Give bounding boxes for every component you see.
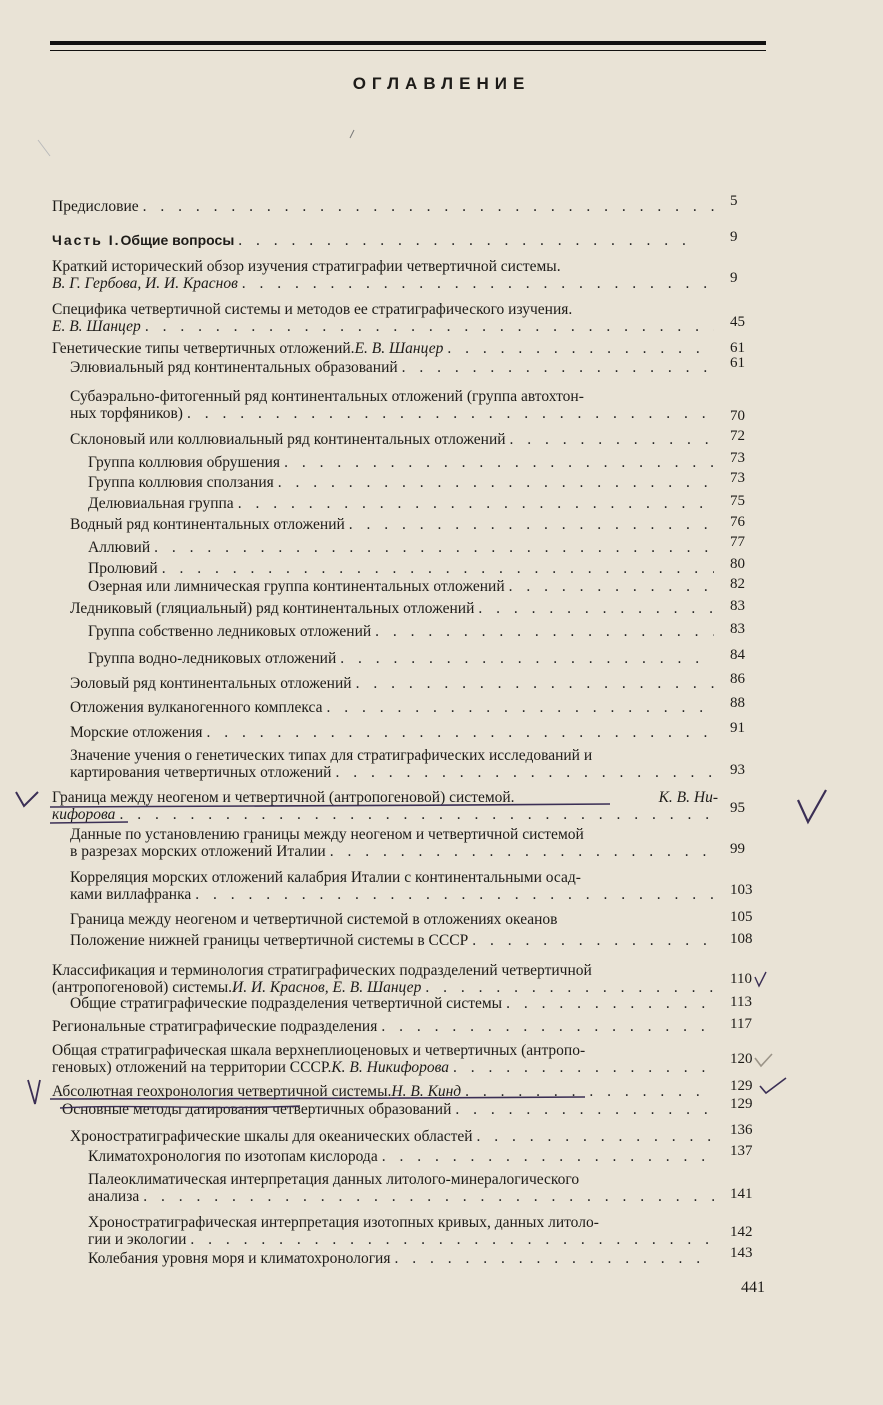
toc-entry-line xyxy=(70,843,718,860)
toc-entry-text: Группа коллювия сползания xyxy=(88,474,274,491)
page-title: ОГЛАВЛЕНИЕ xyxy=(352,74,531,93)
toc-entry-line xyxy=(70,516,718,533)
toc-entry-text: Субаэрально-фитогенный ряд континентальных отложений (группа автохтон- xyxy=(70,388,584,405)
toc-entry-author: кифорова xyxy=(52,806,116,823)
toc-entry xyxy=(88,1148,718,1165)
toc-entry-text: Общие вопросы xyxy=(120,232,235,248)
toc-entry-line xyxy=(52,232,690,249)
toc-entry xyxy=(88,1250,718,1267)
toc-page-number: 91 xyxy=(730,720,745,736)
toc-entry-line xyxy=(70,869,718,886)
folio-page-number: 441 xyxy=(741,1279,765,1296)
dot-leader xyxy=(278,474,714,491)
toc-entry-text: Аллювий xyxy=(88,539,151,556)
checkmark-right-icon xyxy=(798,790,826,822)
dot-leader xyxy=(356,675,714,692)
toc-page-number: 77 xyxy=(730,534,745,550)
dot-leader xyxy=(375,623,714,640)
toc-entry xyxy=(70,911,718,928)
dot-leader xyxy=(349,516,714,533)
toc-page-number: 137 xyxy=(730,1143,753,1159)
toc-entry-text: Водный ряд континентальных отложений xyxy=(70,516,345,533)
toc-entry xyxy=(70,826,718,860)
toc-page-number: 117 xyxy=(730,1016,752,1032)
toc-entry xyxy=(88,1171,718,1205)
dot-leader xyxy=(238,232,686,249)
dot-leader xyxy=(402,359,714,376)
toc-entry-line xyxy=(88,1231,718,1248)
toc-entry-text: Данные по установлению границы между неогеном и четвертичной системой xyxy=(70,826,584,843)
toc-entry-line xyxy=(52,275,718,292)
toc-entry-text: Абсолютная геохронология четвертичной системы. xyxy=(52,1083,392,1100)
toc-entry-author: Е. В. Шанцер xyxy=(52,318,141,335)
toc-entry-text: Группа водно-ледниковых отложений xyxy=(88,650,337,667)
toc-entry-text: Палеоклиматическая интерпретация данных литолого-минералогического xyxy=(88,1171,580,1188)
toc-entry xyxy=(52,962,718,996)
toc-entry xyxy=(88,560,718,577)
toc-entry xyxy=(88,650,718,667)
toc-entry-line xyxy=(52,979,718,996)
toc-entry-text: Предисловие xyxy=(52,198,139,215)
toc-entry-line xyxy=(70,747,718,764)
toc-entry-text: Общая стратиграфическая шкала верхнеплиоценовых и четвертичных (антропо- xyxy=(52,1042,586,1059)
toc-entry-author: И. И. Краснов, Е. В. Шанцер xyxy=(232,979,422,996)
dot-leader xyxy=(335,764,714,781)
toc-entry-line xyxy=(52,1059,718,1076)
toc-page-number: 75 xyxy=(730,493,745,509)
toc-entry xyxy=(52,198,718,215)
toc-page-number: 143 xyxy=(730,1245,753,1261)
toc-entry-text: гии и экологии xyxy=(88,1231,187,1248)
toc-entry-text: Хроностратиграфические шкалы для океанических областей xyxy=(70,1128,473,1145)
toc-page-number: 103 xyxy=(730,882,753,898)
toc-entry-line xyxy=(70,699,718,716)
dot-leader xyxy=(154,539,714,556)
toc-entry-line xyxy=(52,1083,718,1100)
toc-page-number: 61 xyxy=(730,340,745,356)
toc-entry-line xyxy=(70,600,718,617)
toc-entry xyxy=(70,699,718,716)
toc-entry xyxy=(88,539,718,556)
dot-leader xyxy=(119,806,714,823)
toc-entry-line xyxy=(70,431,718,448)
toc-entry-text: Эоловый ряд континентальных отложений xyxy=(70,675,352,692)
toc-entry-line xyxy=(70,995,718,1012)
dot-leader xyxy=(207,724,715,741)
toc-entry-line xyxy=(52,198,718,215)
toc-entry xyxy=(88,1214,718,1248)
dot-leader xyxy=(238,495,714,512)
toc-entry-line xyxy=(52,789,718,806)
toc-entry-text: ками виллафранка xyxy=(70,886,192,903)
toc-entry-line xyxy=(70,675,718,692)
toc-entry xyxy=(52,789,718,823)
toc-entry-line xyxy=(62,1101,718,1118)
toc-page-number: 9 xyxy=(730,270,738,286)
toc-page-number: 99 xyxy=(730,841,745,857)
toc-entry-line xyxy=(88,1171,718,1188)
toc-entry xyxy=(88,623,718,640)
toc-entry xyxy=(70,932,718,949)
toc-entry xyxy=(70,1128,718,1145)
toc-entry-text: ных торфяников) xyxy=(70,405,183,422)
toc-entry xyxy=(70,995,718,1012)
dot-leader xyxy=(190,1231,714,1248)
toc-entry-text: Климатохронология по изотопам кислорода xyxy=(88,1148,378,1165)
toc-entry xyxy=(70,359,718,376)
toc-entry-line xyxy=(88,1214,718,1231)
header-rule-thick xyxy=(50,41,766,45)
toc-entry-line xyxy=(70,405,718,422)
toc-page-number: 86 xyxy=(730,671,745,687)
dot-leader xyxy=(143,198,714,215)
toc-entry xyxy=(52,1018,718,1035)
dot-leader xyxy=(447,340,714,357)
toc-entry-text: Отложения вулканогенного комплекса xyxy=(70,699,323,716)
toc-entry xyxy=(70,388,718,422)
toc-entry-author: К. В. Ни- xyxy=(658,789,718,806)
toc-entry xyxy=(52,301,718,335)
toc-entry-line xyxy=(52,301,718,318)
dot-leader xyxy=(162,560,714,577)
toc-page-number: 110 xyxy=(730,971,752,987)
toc-entry-text: картирования четвертичных отложений xyxy=(70,764,332,781)
toc-page-number: 113 xyxy=(730,994,752,1010)
toc-entry-text: Значение учения о генетических типах для стратиграфических исследований и xyxy=(70,747,593,764)
toc-entry xyxy=(88,454,718,471)
toc-entry xyxy=(52,1083,718,1100)
toc-entry-text: анализа xyxy=(88,1188,140,1205)
toc-entry xyxy=(70,869,718,903)
toc-page-number: 5 xyxy=(730,193,738,209)
dot-leader xyxy=(472,932,714,949)
toc-entry-text: Элювиальный ряд континентальных образований xyxy=(70,359,398,376)
toc-page-number: 73 xyxy=(730,450,745,466)
toc-page-number: 142 xyxy=(730,1224,753,1240)
toc-entry-text: Граница между неогеном и четвертичной системой в отложениях океанов xyxy=(70,911,558,928)
toc-entry-line xyxy=(70,886,718,903)
dot-leader xyxy=(506,995,714,1012)
toc-entry-author: В. Г. Гербова, И. И. Краснов xyxy=(52,275,238,292)
toc-entry-text: (антропогеновой) системы. xyxy=(52,979,233,996)
toc-entry-text: геновых) отложений на территории СССР. xyxy=(52,1059,332,1076)
toc-page-number: 129 xyxy=(730,1078,753,1094)
dot-leader xyxy=(382,1148,714,1165)
toc-entry-text: Пролювий xyxy=(88,560,158,577)
toc-page-number: 136 xyxy=(730,1122,753,1138)
toc-page-number: 88 xyxy=(730,695,745,711)
part-label: Часть I. xyxy=(52,232,121,248)
toc-entry-line xyxy=(88,1250,718,1267)
toc-entry-line xyxy=(70,724,718,741)
toc-entry-line xyxy=(88,1148,718,1165)
toc-entry-text: Хроностратиграфическая интерпретация изотопных кривых, данных литоло- xyxy=(88,1214,599,1231)
dot-leader xyxy=(143,1188,714,1205)
toc-page-number: 61 xyxy=(730,355,745,371)
toc-entry xyxy=(52,232,690,249)
toc-entry-author: К. В. Никифорова xyxy=(331,1059,450,1076)
toc-entry-line xyxy=(52,1042,718,1059)
toc-page-number: 120 xyxy=(730,1051,753,1067)
toc-entry xyxy=(70,516,718,533)
toc-page-number: 72 xyxy=(730,428,745,444)
toc-page-number: 93 xyxy=(730,762,745,778)
toc-entry xyxy=(70,724,718,741)
dot-leader xyxy=(187,405,714,422)
dot-leader xyxy=(509,578,714,595)
toc-entry-line xyxy=(88,578,718,595)
dot-leader xyxy=(510,431,714,448)
toc-entry xyxy=(70,600,718,617)
dot-leader xyxy=(425,979,714,996)
stray-mark-left xyxy=(38,140,50,156)
toc-entry-line xyxy=(88,560,718,577)
toc-page-number: 83 xyxy=(730,621,745,637)
toc-entry-line xyxy=(88,1188,718,1205)
toc-entry-line xyxy=(70,911,718,928)
toc-page-number: 105 xyxy=(730,909,753,925)
toc-page-number: 80 xyxy=(730,556,745,572)
toc-entry-line xyxy=(70,826,718,843)
toc-page-number: 108 xyxy=(730,931,753,947)
dot-leader xyxy=(455,1101,714,1118)
toc-entry-line xyxy=(70,388,718,405)
stray-mark-top xyxy=(350,130,354,138)
checkmark-110-icon xyxy=(755,972,766,986)
toc-entry-line xyxy=(88,474,718,491)
toc-entry-line xyxy=(52,318,718,335)
dot-leader xyxy=(242,275,714,292)
toc-entry xyxy=(52,1042,718,1076)
toc-entry xyxy=(52,340,718,357)
toc-page-number: 95 xyxy=(730,800,745,816)
toc-entry-text: Делювиальная группа xyxy=(88,495,234,512)
toc-entry xyxy=(70,431,718,448)
header-rule-thin xyxy=(50,50,766,51)
dot-leader xyxy=(478,600,714,617)
toc-entry-line xyxy=(88,495,718,512)
toc-entry xyxy=(88,578,718,595)
toc-page-number: 9 xyxy=(730,229,738,245)
toc-entry xyxy=(70,747,718,781)
dot-leader xyxy=(340,650,714,667)
dot-leader xyxy=(465,1083,714,1100)
toc-page-number: 73 xyxy=(730,470,745,486)
checkmark-120-icon xyxy=(755,1054,772,1066)
toc-entry-text: Корреляция морских отложений калабрия Италии с континентальными осад- xyxy=(70,869,581,886)
toc-entry-text: Ледниковый (гляциальный) ряд континентальных отложений xyxy=(70,600,475,617)
toc-entry-text: Специфика четвертичной системы и методов ее стратиграфического изучения. xyxy=(52,301,573,318)
toc-page-number: 83 xyxy=(730,598,745,614)
dot-leader xyxy=(326,699,714,716)
toc-entry-line xyxy=(88,539,718,556)
toc-entry-text: Колебания уровня моря и климатохронология xyxy=(88,1250,391,1267)
toc-entry-line xyxy=(52,340,718,357)
dot-leader xyxy=(284,454,714,471)
checkmark-left-icon xyxy=(16,792,38,806)
toc-entry-text: Группа собственно ледниковых отложений xyxy=(88,623,372,640)
toc-entry xyxy=(88,495,718,512)
dot-leader xyxy=(330,843,714,860)
toc-entry-text: Положение нижней границы четвертичной системы в СССР xyxy=(70,932,469,949)
dot-leader xyxy=(195,886,714,903)
dot-leader xyxy=(477,1128,714,1145)
dot-leader xyxy=(381,1018,714,1035)
toc-entry-author: Е. В. Шанцер xyxy=(354,340,444,357)
toc-entry-text: Склоновый или коллювиальный ряд континентальных отложений xyxy=(70,431,506,448)
toc-entry-text: Группа коллювия обрушения xyxy=(88,454,281,471)
toc-entry-text: Граница между неогеном и четвертичной (антропогеновой) системой. xyxy=(52,789,515,806)
toc-entry-text: Основные методы датирования четвертичных образований xyxy=(62,1101,452,1118)
toc-page-number: 141 xyxy=(730,1186,753,1202)
toc-page-number: 129 xyxy=(730,1096,753,1112)
toc-entry-line xyxy=(88,650,718,667)
toc-entry-text: Общие стратиграфические подразделения четвертичной системы xyxy=(70,995,503,1012)
toc-entry xyxy=(62,1101,718,1118)
checkmark-129-icon xyxy=(760,1078,786,1093)
toc-entry-line xyxy=(52,806,718,823)
toc-entry xyxy=(88,474,718,491)
toc-entry-text: Генетические типы четвертичных отложений. xyxy=(52,340,355,357)
toc-entry-text: Классификация и терминология стратиграфических подразделений четвертичной xyxy=(52,962,592,979)
toc-entry-line xyxy=(70,359,718,376)
toc-entry xyxy=(52,258,718,292)
toc-entry-line xyxy=(70,932,718,949)
toc-entry-author: Н. В. Кинд xyxy=(391,1083,462,1100)
toc-entry-text: Озерная или лимническая группа континентальных отложений xyxy=(88,578,505,595)
toc-entry-text: Краткий исторический обзор изучения стратиграфии четвертичной системы. xyxy=(52,258,561,275)
toc-entry-line xyxy=(52,1018,718,1035)
toc-entry-line xyxy=(70,764,718,781)
toc-page-number: 45 xyxy=(730,314,745,330)
toc-entry-text: Морские отложения xyxy=(70,724,203,741)
toc-entry-line xyxy=(70,1128,718,1145)
dot-leader xyxy=(394,1250,714,1267)
toc-page-number: 76 xyxy=(730,514,745,530)
toc-page-number: 84 xyxy=(730,647,745,663)
toc-entry-line xyxy=(52,962,718,979)
toc-entry-text: в разрезах морских отложений Италии xyxy=(70,843,326,860)
dot-leader xyxy=(145,318,714,335)
toc-entry-text: Региональные стратиграфические подразделения xyxy=(52,1018,378,1035)
toc-entry-line xyxy=(52,258,718,275)
toc-entry-line xyxy=(88,623,718,640)
toc-page-number: 70 xyxy=(730,408,745,424)
toc-page-number: 82 xyxy=(730,576,745,592)
checkmark-v-left-icon xyxy=(28,1080,40,1104)
toc-entry xyxy=(70,675,718,692)
toc-entry-line xyxy=(88,454,718,471)
dot-leader xyxy=(453,1059,714,1076)
